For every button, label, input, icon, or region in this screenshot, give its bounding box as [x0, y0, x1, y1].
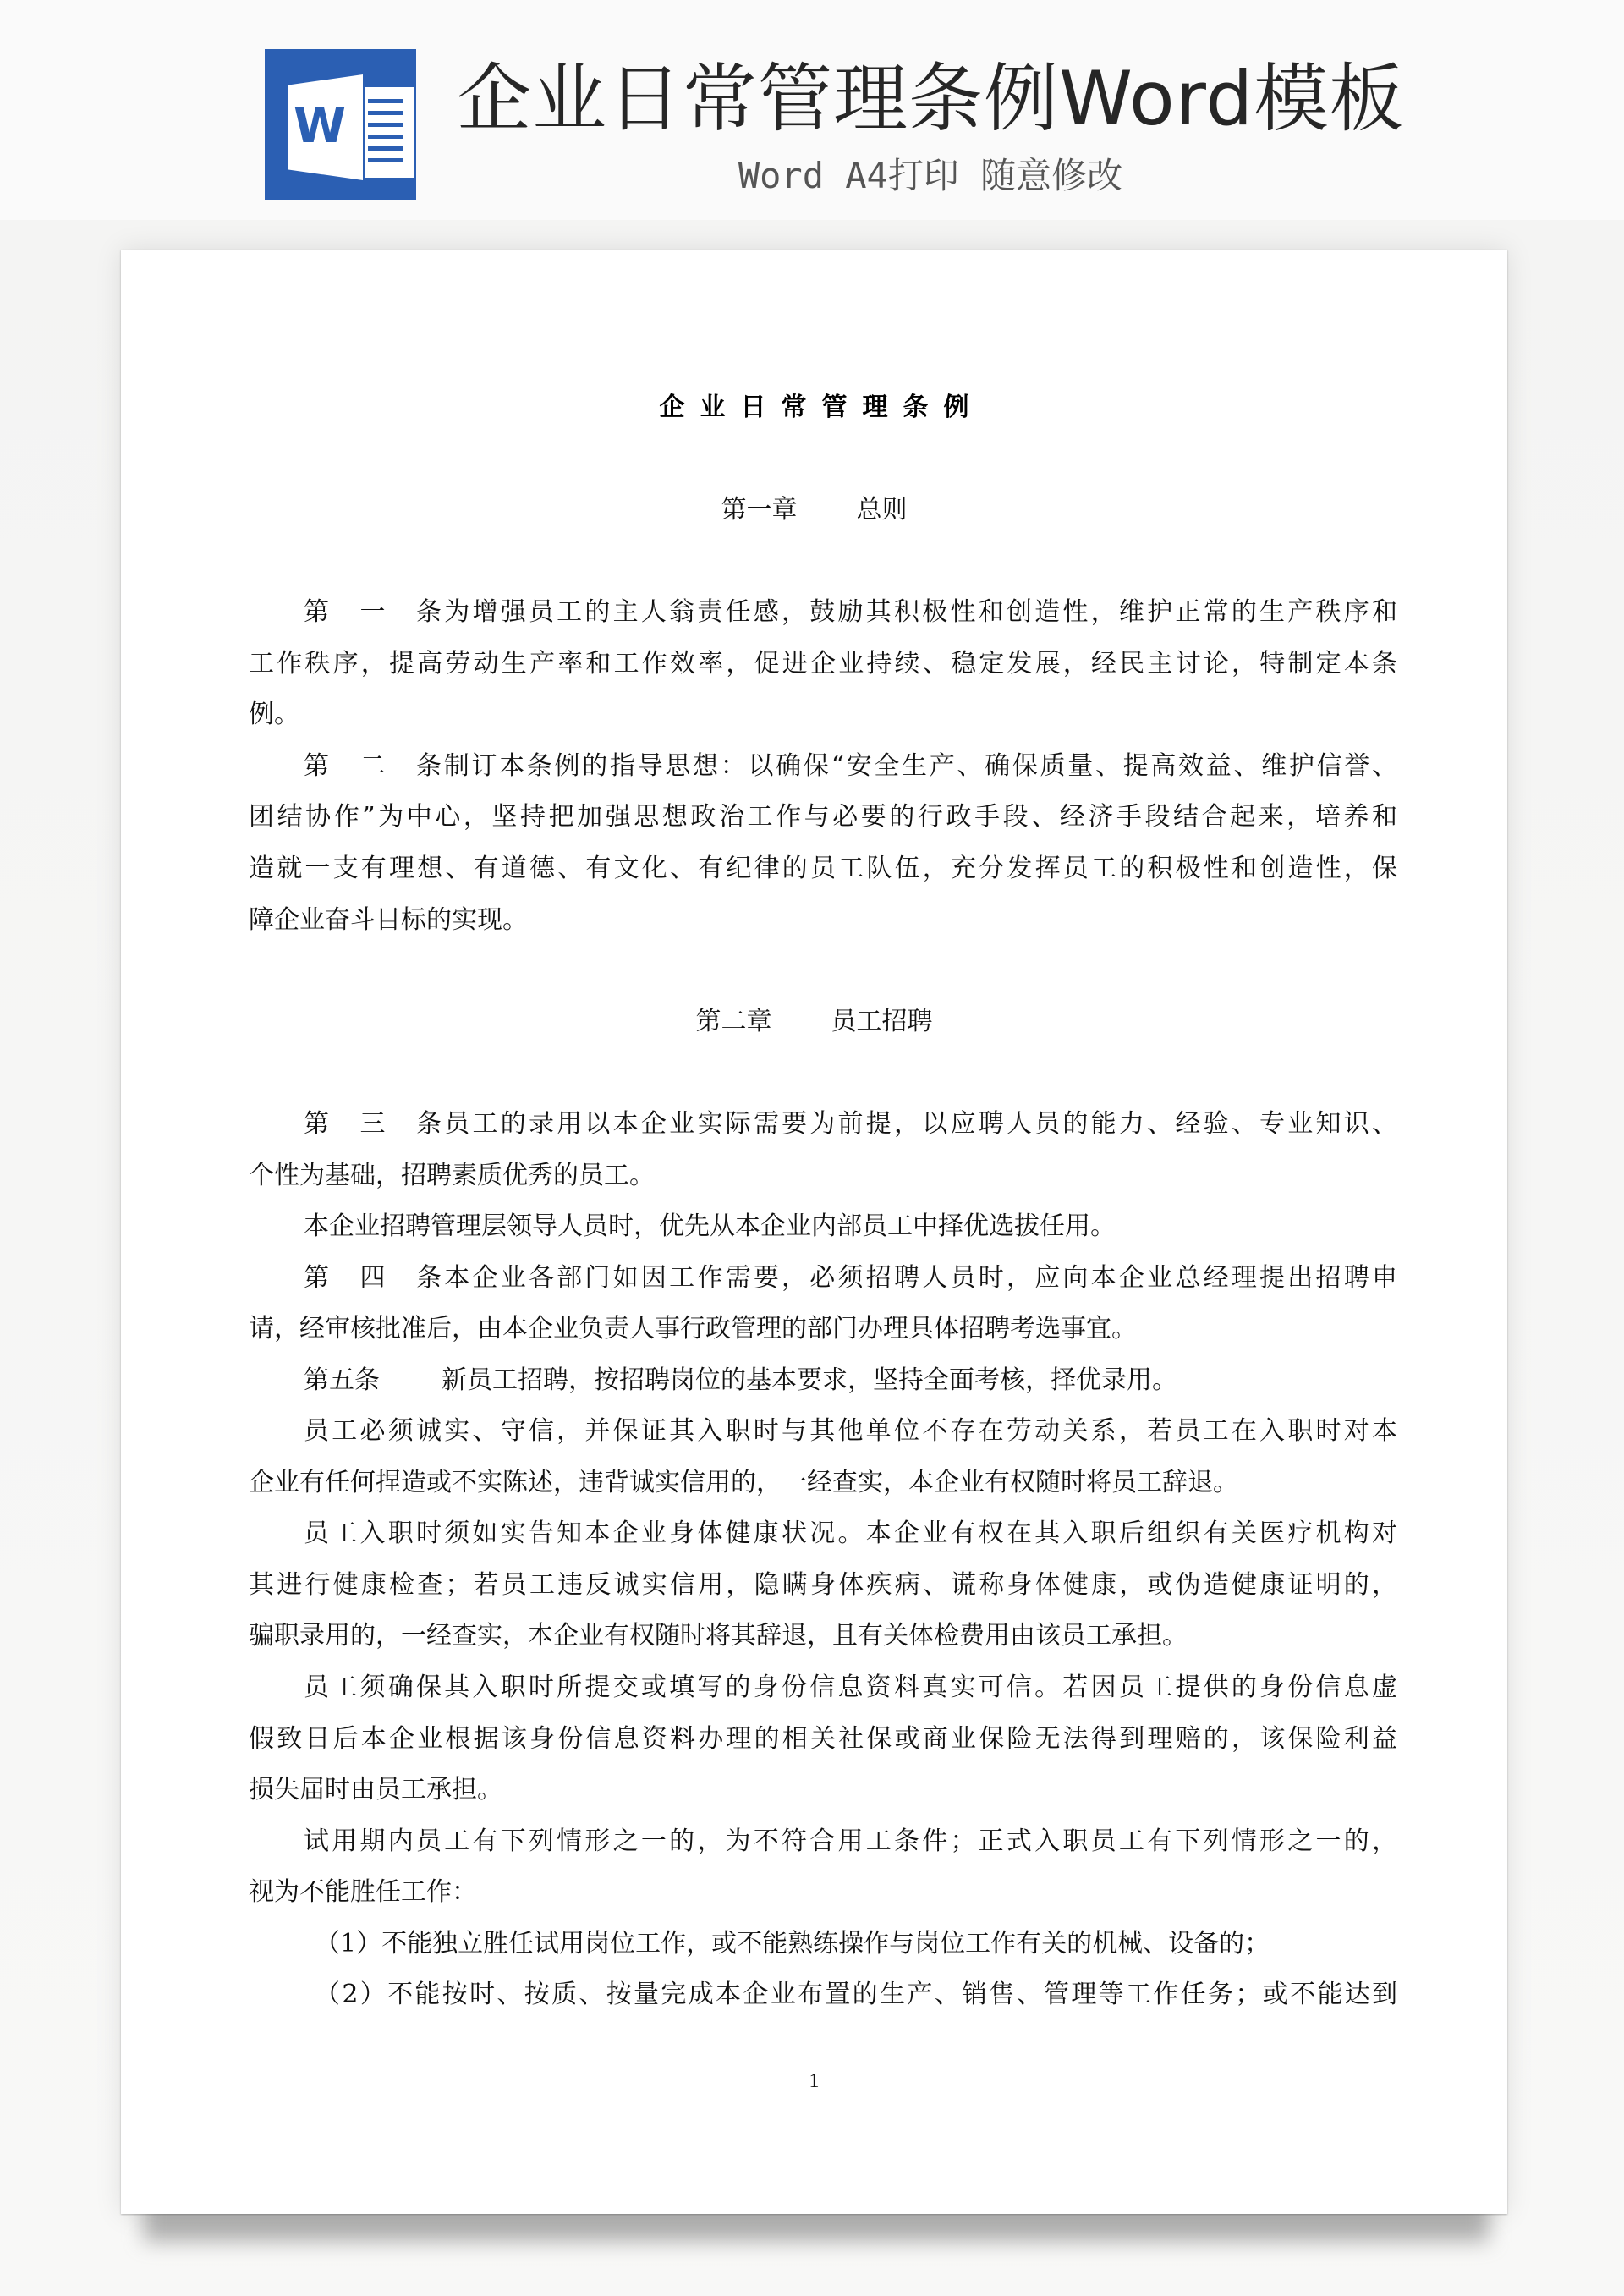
body-line: 个性为基础，招聘素质优秀的员工。 [249, 1161, 655, 1190]
list-item: （2）不能按时、按质、按量完成本企业布置的生产、销售、管理等工作任务；或不能达到 [315, 1980, 1397, 2009]
article-text: 本企业各部门如因工作需要，必须招聘人员时，应向本企业总经理提出招聘申 [442, 1263, 1397, 1293]
article-line [249, 747, 1397, 786]
body-line: 损失届时由员工承担。 [249, 1775, 502, 1804]
word-icon [265, 49, 416, 200]
body-line: 其进行健康检查；若员工违反诚实信用，隐瞒身体疾病、谎称身体健康，或伪造健康证明的， [249, 1570, 1397, 1600]
article-label: 第五条 [304, 1365, 380, 1395]
article-text: 为增强员工的主人翁责任感，鼓励其积极性和创造性，维护正常的生产秩序和 [442, 597, 1397, 627]
body-line: 员工必须诚实、守信，并保证其入职时与其他单位不存在劳动关系，若员工在入职时对本 [304, 1416, 1397, 1446]
body-line: 造就一支有理想、有道德、有文化、有纪律的员工队伍，充分发挥员工的积极性和创造性，保 [249, 854, 1397, 883]
body-line: 团结协作”为中心，坚持把加强思想政治工作与必要的行政手段、经济手段结合起来，培养和 [249, 802, 1397, 832]
article-label: 第三条 [304, 1109, 442, 1139]
article-line [249, 1361, 1397, 1400]
body-line: 请，经审核批准后，由本企业负责人事行政管理的部门办理具体招聘考选事宜。 [249, 1314, 1137, 1343]
body-line: 骗职录用的，一经查实，本企业有权随时将其辞退，且有关体检费用由该员工承担。 [249, 1621, 1188, 1651]
body-line: 障企业奋斗目标的实现。 [249, 905, 528, 935]
template-banner [0, 0, 1624, 220]
word-icon-letter: W [294, 99, 346, 154]
chapter-name: 总则 [856, 495, 908, 525]
body-line: 假致日后本企业根据该身份信息资料办理的相关社保或商业保险无法得到理赔的，该保险利益 [249, 1724, 1397, 1754]
article-label: 第一条 [304, 597, 442, 627]
chapter-heading [121, 1002, 1507, 1041]
body-line: 视为不能胜任工作： [249, 1877, 477, 1907]
body-line: 试用期内员工有下列情形之一的，为不符合用工条件；正式入职员工有下列情形之一的， [304, 1826, 1397, 1856]
article-line [249, 1259, 1397, 1298]
article-text: 新员工招聘，按招聘岗位的基本要求，坚持全面考核，择优录用。 [442, 1365, 1177, 1395]
body-line: 员工须确保其入职时所提交或填写的身份信息资料真实可信。若因员工提供的身份信息虚 [304, 1673, 1397, 1702]
banner-title: 企业日常管理条例Word模板 [457, 55, 1405, 142]
body-line: 企业有任何捏造或不实陈述，违背诚实信用的，一经查实，本企业有权随时将员工辞退。 [249, 1468, 1238, 1497]
article-text: 员工的录用以本企业实际需要为前提，以应聘人员的能力、经验、专业知识、 [442, 1109, 1397, 1139]
banner-subtitle: Word A4打印 随意修改 [738, 155, 1123, 196]
chapter-name: 员工招聘 [831, 1007, 933, 1036]
article-text: 制订本条例的指导思想：以确保“安全生产、确保质量、提高效益、维护信誉、 [442, 751, 1397, 781]
chapter-number: 第一章 [721, 495, 798, 525]
article-label: 第二条 [304, 751, 442, 781]
article-line [249, 593, 1397, 632]
body-line: 本企业招聘管理层领导人员时，优先从本企业内部员工中择优选拔任用。 [304, 1211, 1116, 1241]
body-line: 工作秩序，提高劳动生产率和工作效率，促进企业持续、稳定发展，经民主讨论，特制定本条 [249, 649, 1397, 678]
body-line: 员工入职时须如实告知本企业身体健康状况。本企业有权在其入职后组织有关医疗机构对 [304, 1519, 1397, 1548]
word-icon-page [365, 87, 414, 178]
article-line [249, 1105, 1397, 1144]
page-number: 1 [809, 2070, 820, 2092]
list-item: （1）不能独立胜任试用岗位工作，或不能熟练操作与岗位工作有关的机械、设备的； [315, 1929, 1270, 1958]
document-title: 企业日常管理条例 [659, 393, 985, 422]
body-line: 例。 [249, 700, 299, 729]
chapter-heading [121, 491, 1507, 530]
chapter-number: 第二章 [695, 1007, 772, 1036]
document-page [121, 250, 1507, 2214]
article-label: 第四条 [304, 1263, 442, 1293]
